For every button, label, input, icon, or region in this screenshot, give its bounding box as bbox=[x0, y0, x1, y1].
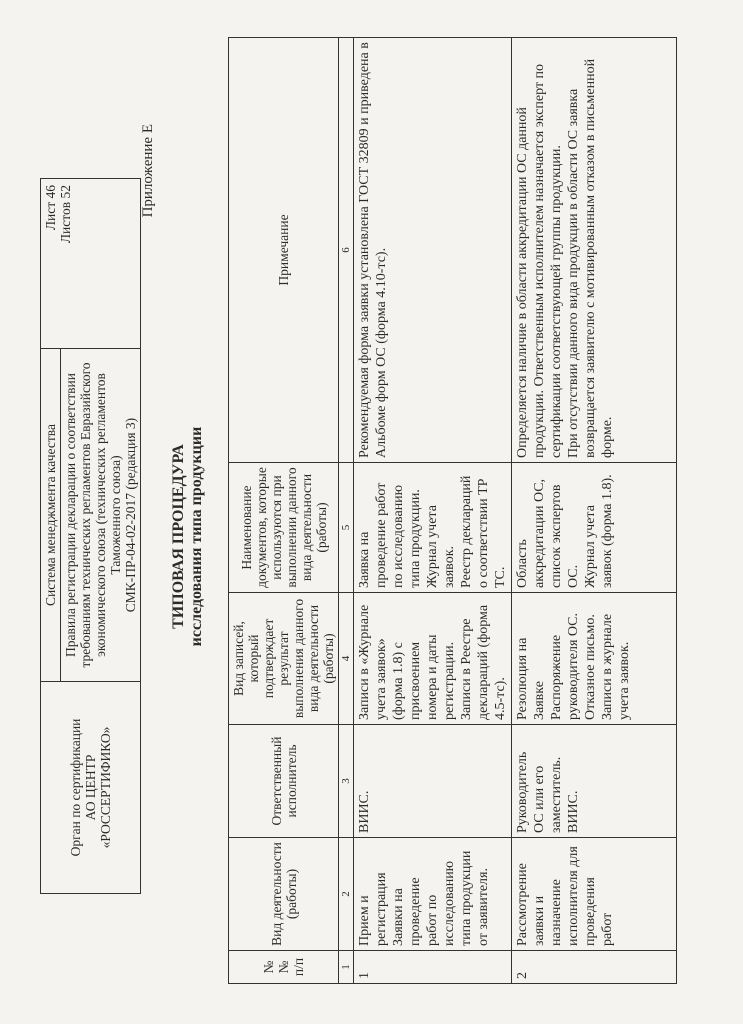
table-row bbox=[512, 38, 677, 984]
column-number: 2 bbox=[339, 838, 354, 951]
appendix-label: Приложение Е bbox=[140, 124, 156, 218]
document-item: Заявка на проведение работ по исследованию типа продукции. bbox=[357, 482, 423, 588]
record-item: Резолюция на Заявке bbox=[515, 637, 547, 720]
document-item: Область аккредитации ОС, список экспертов ОС. bbox=[515, 478, 581, 588]
table-row bbox=[354, 38, 512, 984]
executor-item: Руководитель ОС или его заместитель. bbox=[515, 751, 564, 833]
column-header: Вид записей, который подтверждает результат выполнения данного вида деятельности (работы) bbox=[229, 593, 339, 725]
note-cell bbox=[512, 38, 677, 463]
record-item: Записи в журнале учета заявок. bbox=[600, 613, 632, 720]
table-header-row bbox=[229, 38, 339, 984]
record-item: Отказное письмо. bbox=[583, 614, 598, 720]
documents-cell bbox=[512, 463, 677, 593]
sheets-total: Листов 52 bbox=[58, 185, 73, 244]
note-cell: Рекомендуемая форма заявки установлена ГОСТ 32809 и приведена в Альбоме форм ОС (форма 4.10-тс). bbox=[354, 38, 512, 463]
column-number: 4 bbox=[339, 593, 354, 725]
org-name-line: АО ЦЕНТР bbox=[83, 754, 98, 821]
column-number: 3 bbox=[339, 725, 354, 838]
document-item: Реестр деклараций о соответствии ТР ТС. bbox=[459, 475, 508, 588]
record-item: Распоряжение руководителя ОС. bbox=[549, 612, 581, 720]
organization-cell bbox=[41, 682, 141, 894]
org-name-line: «РОССЕРТИФИКО» bbox=[98, 726, 113, 849]
column-number: 6 bbox=[339, 38, 354, 463]
document-item: Журнал учета заявок. bbox=[425, 505, 457, 588]
column-number-row bbox=[339, 38, 354, 984]
column-number: 1 bbox=[339, 951, 354, 984]
column-header: Наименование документов, которые используются при выполнении данного вида деятельности (работы) bbox=[229, 463, 339, 593]
column-header: Ответственный исполнитель bbox=[229, 725, 339, 838]
executor-item: ВИИС. bbox=[566, 790, 581, 833]
row-number: 2 bbox=[512, 951, 677, 984]
column-number: 5 bbox=[339, 463, 354, 593]
title-line-2: исследования типа продукции bbox=[188, 426, 205, 647]
document-header bbox=[40, 178, 141, 894]
executor-cell: ВИИС. bbox=[354, 725, 512, 838]
document-item: Журнал учета заявок (форма 1.8). bbox=[583, 474, 615, 588]
document-title: Правила регистрации декларации о соответствии требованиям технических регламентов Евразийского экономического союза (технических регламентов Таможенного союза) bbox=[63, 362, 123, 668]
column-header: Вид деятельности (работы) bbox=[229, 838, 339, 951]
note-item: При отсутствии данного вида продукции в области ОС заявка возвращается заявителю с мотивированным отказом в письменной форме. bbox=[566, 58, 615, 458]
title-line-1: ТИПОВАЯ ПРОЦЕДУРА bbox=[170, 444, 187, 629]
executor-cell bbox=[512, 725, 677, 838]
activity-cell: Прием и регистрация Заявки на проведение работ по исследованию типа продукции от заявителя. bbox=[354, 838, 512, 951]
procedure-table bbox=[228, 37, 677, 984]
documents-cell bbox=[354, 463, 512, 593]
qms-label: Система менеджмента качества bbox=[41, 349, 61, 682]
column-header: Примечание bbox=[229, 38, 339, 463]
procedure-title bbox=[170, 179, 206, 894]
document-title-cell bbox=[61, 349, 141, 682]
records-cell bbox=[512, 593, 677, 725]
note-item: Определяется наличие в области аккредитации ОС данной продукции. Ответственным исполнителем назначается эксперт по сертификации соответствующей группы продукции. bbox=[515, 63, 564, 458]
column-header: №№ п/п bbox=[229, 951, 339, 984]
row-number: 1 bbox=[354, 951, 512, 984]
org-name-line: Орган по сертификации bbox=[68, 718, 83, 857]
activity-cell: Рассмотрение заявки и назначение исполнителя для проведения работ bbox=[512, 838, 677, 951]
sheet-info bbox=[41, 179, 141, 349]
records-cell: Записи в «Журнале учета заявок» (форма 1.8) с присвоением номера и даты регистрации. Записи в Реестре деклараций (форма 4.5-тс). bbox=[354, 593, 512, 725]
sheet-number: Лист 46 bbox=[43, 185, 58, 231]
document-code: СМК-ПР-04-02-2017 (редакция 3) bbox=[123, 417, 138, 613]
